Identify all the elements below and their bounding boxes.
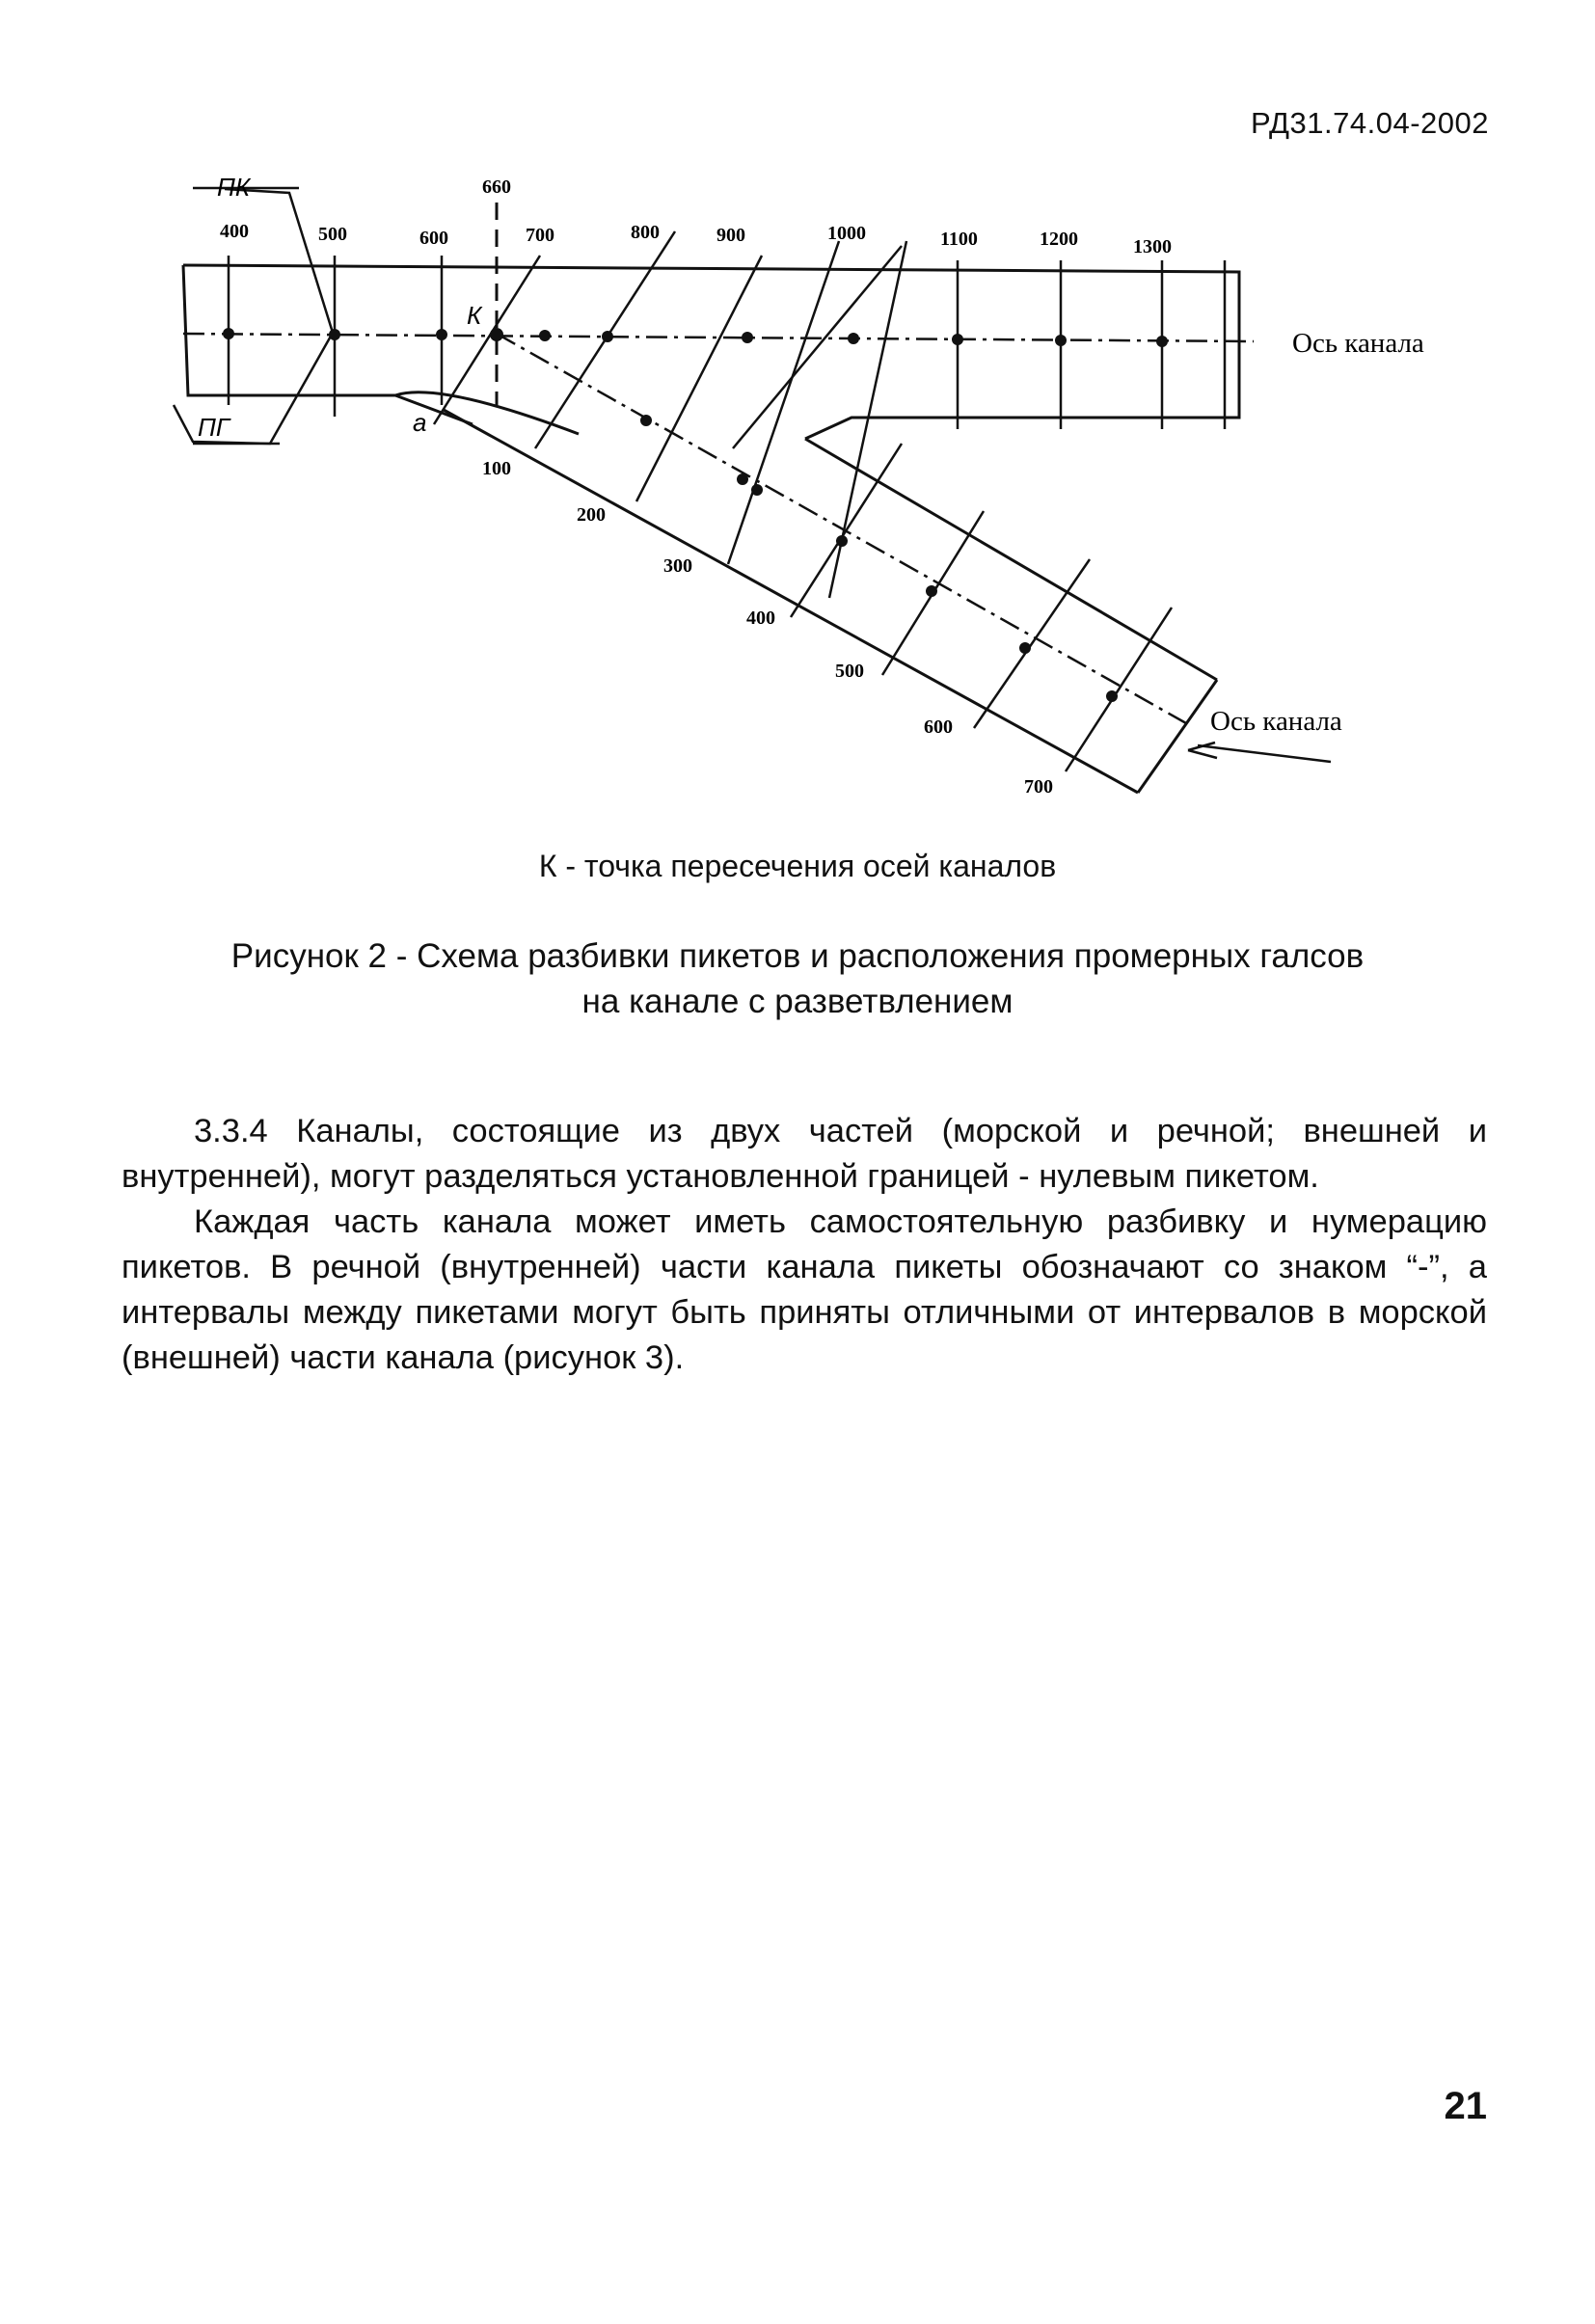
picket-dot (848, 333, 859, 344)
branch-lower-edge (444, 410, 1138, 793)
picket-label: 500 (318, 224, 347, 245)
picket-label: 1300 (1133, 236, 1172, 257)
main-channel-bottom-edge (183, 265, 473, 424)
picket-dot (926, 585, 937, 597)
picket-label: 300 (663, 555, 692, 577)
picket-label: 1200 (1040, 229, 1078, 250)
point-note: К - точка пересечения осей каналов (538, 849, 1057, 883)
picket-dot (751, 484, 763, 496)
picket-dot (1156, 336, 1168, 347)
picket-label: 600 (419, 228, 448, 249)
pg-label: ПГ (198, 413, 230, 442)
picket-dot (223, 328, 234, 339)
branch-axis-label: Ось канала (1210, 706, 1342, 737)
paragraph: Каждая часть канала может иметь самостоятельную разбивку и нумерацию пикетов. В речной (внутренней) части канала пикеты обозначают со знаком “-”, а интервалы между пикетами могут быть приняты отличными от интервалов в морской (внешней) части канала (рисунок 3). (122, 1203, 1487, 1376)
caption-line: Рисунок 2 - Схема разбивки пикетов и расположения промерных галсов (230, 937, 1365, 975)
branch-end-edge (1138, 680, 1217, 793)
picket-label: 800 (631, 222, 660, 243)
picket-label: 400 (746, 608, 775, 629)
picket-dot (952, 334, 963, 345)
picket-label: 100 (482, 458, 511, 479)
k-label: К (467, 301, 482, 330)
pk-pg-marker (174, 189, 333, 444)
picket-label: 900 (716, 225, 745, 246)
picket-dot (737, 473, 748, 485)
picket-label: 660 (482, 176, 511, 198)
picket-label: 400 (220, 221, 249, 242)
picket-dot (539, 330, 551, 341)
k-dot (490, 328, 503, 341)
pk-label: ПК (217, 173, 251, 202)
picket-label: 1100 (940, 229, 978, 250)
picket-label: 600 (924, 716, 953, 738)
picket-dot (329, 329, 340, 340)
canal-diagram (0, 0, 1595, 849)
document-code: РД31.74.04-2002 (1250, 106, 1489, 140)
picket-label: 1000 (827, 223, 866, 244)
picket-dot (436, 329, 447, 340)
picket-dot (602, 331, 613, 342)
picket-dot (1019, 642, 1031, 654)
picket-dot (1106, 690, 1118, 702)
paragraph: 3.3.4 Каналы, состоящие из двух частей (морской и речной; внешней и внутренней), могут разделяться установленной границей - нулевым пикетом. (122, 1113, 1487, 1195)
body-text (122, 1109, 1487, 1381)
picket-dot (836, 535, 848, 547)
page-number: 21 (1444, 2085, 1487, 2127)
picket-label: 500 (835, 661, 864, 682)
caption-line: на канале с разветвлением (581, 983, 1014, 1020)
figure-caption (0, 933, 1595, 1024)
picket-label: 200 (577, 504, 606, 526)
picket-dot (1055, 335, 1067, 346)
a-label: а (413, 408, 427, 437)
picket-label: 700 (1024, 776, 1053, 797)
main-channel-top-edge (183, 265, 1239, 439)
picket-label: 700 (526, 225, 554, 246)
main-axis-label: Ось канала (1292, 328, 1424, 359)
picket-dot (742, 332, 753, 343)
picket-dot (640, 415, 652, 426)
